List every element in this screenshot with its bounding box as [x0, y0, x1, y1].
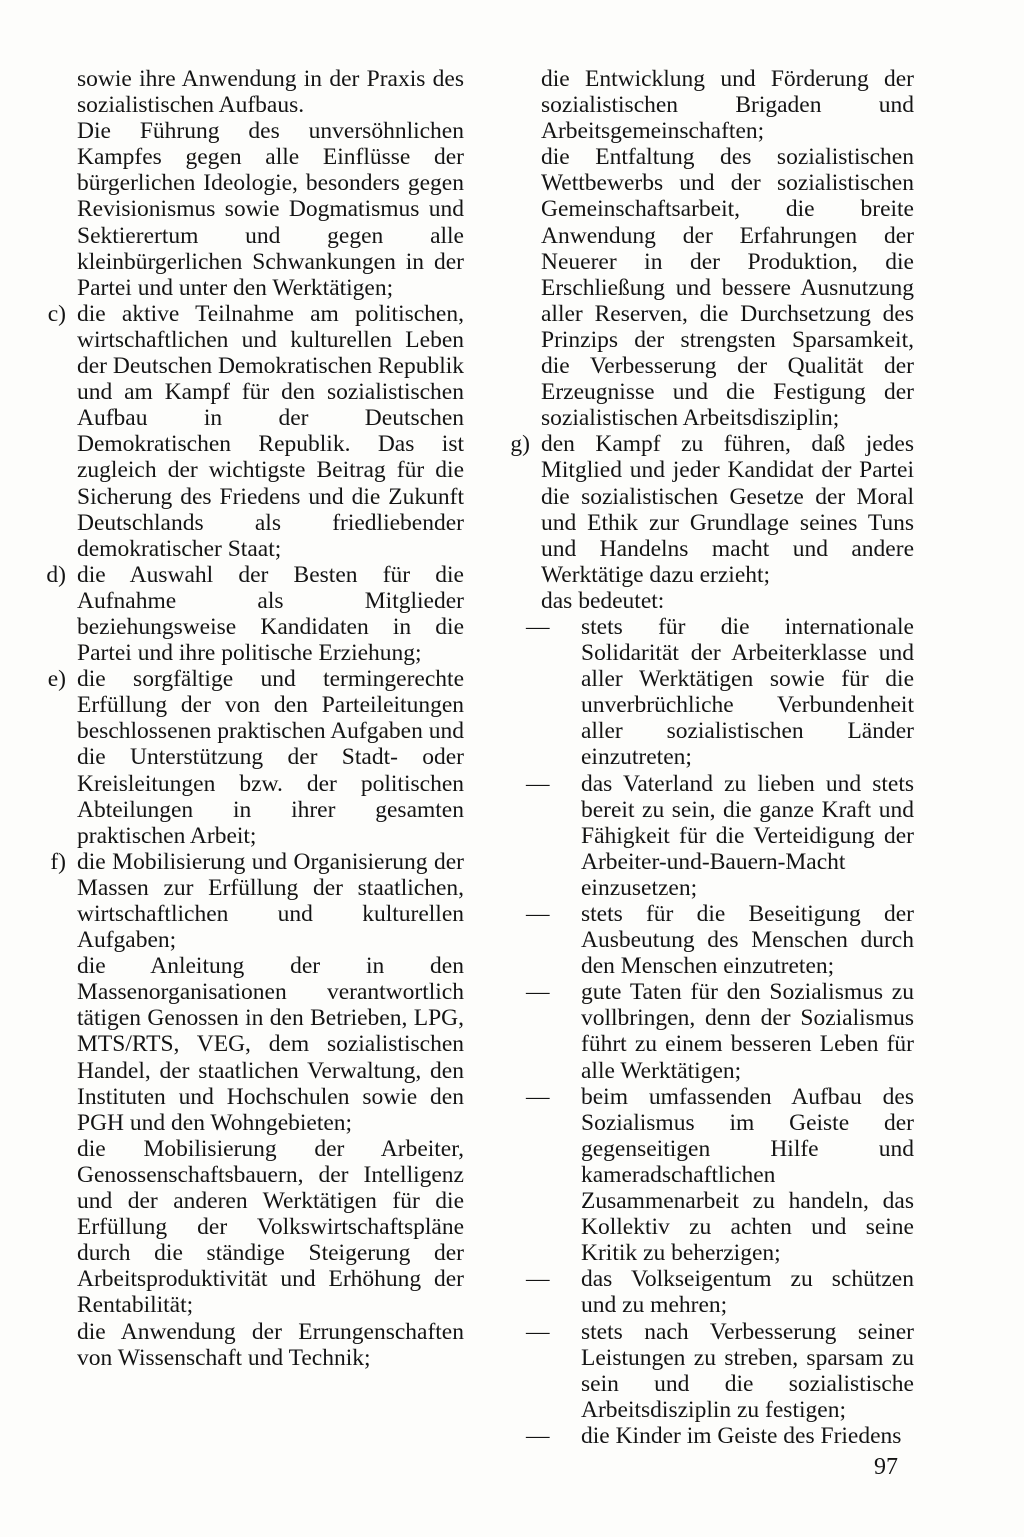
- intro-paragraph: Die Führung des unversöhnlichen Kampfes gegen alle Einflüsse der bürgerlichen Ideologie, besonders gegen Revisionismus sowie Dogmatismus und Sektierertum und gegen alle kleinbürgerlichen Schwankungen in der Partei und unter den Werktätigen;: [77, 118, 464, 301]
- dash-marker: —: [526, 1266, 550, 1293]
- item-paragraph: das bedeutet:: [541, 587, 665, 614]
- dash-marker: —: [526, 1083, 550, 1110]
- item-paragraph: die Auswahl der Besten für die Aufnahme als Mitglieder beziehungsweise Kandidaten in die Partei und ihre politische Erziehung;: [77, 561, 464, 667]
- dash-item-text: das Volkseigentum zu schützen und zu mehren;: [581, 1266, 914, 1319]
- item-paragraph: die Anleitung der in den Massenorganisationen verantwortlich tätigen Genossen in den Betrieben, LPG, MTS/RTS, VEG, dem sozialistischen Handel, der staatlichen Verwaltung, den Instituten und Hochschulen sowie den PGH und den Wohngebieten;: [77, 953, 464, 1136]
- item-paragraph: den Kampf zu führen, daß jedes Mitglied und jeder Kandidat der Partei die sozialistischen Gesetze der Moral und Ethik zur Grundlage seines Tuns und Handelns macht und andere Werktätige dazu erzieht;: [541, 431, 914, 588]
- dash-item: [526, 614, 914, 771]
- dash-item: [526, 1266, 914, 1318]
- continuation-paragraph: die Entfaltung des sozialistischen Wettbewerbs und der sozialistischen Gemeinschaftsarbeit, die breite Anwendung der Erfahrungen der Neuerer in der Produktion, die Erschließung und bessere Ausnutzung aller Reserven, die Durchsetzung des Prinzips der strengsten Sparsamkeit, die Verbesserung der Qualität der Erzeugnisse und die Festigung der sozialistischen Arbeitsdisziplin;: [541, 144, 914, 432]
- dash-item: [526, 1423, 914, 1449]
- page-number: 97: [874, 1454, 898, 1480]
- dash-item: [526, 979, 914, 1083]
- dash-item: [526, 1084, 914, 1267]
- dash-item: [526, 901, 914, 979]
- item-paragraph: die sorgfältige und termingerechte Erfüllung der von den Parteileitungen beschlossenen praktischen Aufgaben und die Unterstützung der Stadt- oder Kreisleitungen bzw. der politischen Abteilungen in ihrer gesamten praktischen Arbeit;: [77, 666, 464, 849]
- item-paragraph: die Mobilisierung und Organisierung der Massen zur Erfüllung der staatlichen, wirtschaftlichen und kulturellen Aufgaben;: [77, 848, 464, 954]
- item-label: f): [50, 848, 66, 875]
- item-label: d): [46, 561, 66, 588]
- dash-item-text: das Vaterland zu lieben und stets bereit zu sein, die ganze Kraft und Fähigkeit für die Verteidigung der Arbeiter-und-Bauern-Macht einzusetzen;: [581, 770, 914, 901]
- dash-item: [526, 1319, 914, 1423]
- item-label: e): [47, 666, 66, 693]
- dash-item-text: stets für die internationale Solidarität der Arbeiterklasse und aller Werktätigen sowie für die unverbrüchliche Verbundenheit aller sozialistischen Länder einzutreten;: [581, 613, 914, 771]
- item-paragraph: die aktive Teilnahme am politischen, wirtschaftlichen und kulturellen Leben der Deutschen Demokratischen Republik und am Kampf für den sozialistischen Aufbau in der Deutschen Demokratischen Republik. Das ist zugleich der wichtigste Beitrag für die Sicherung des Friedens und die Zukunft Deutschlands als friedliebender demokratischer Staat;: [77, 300, 464, 562]
- right-column: [496, 66, 914, 1449]
- dash-marker: —: [526, 1422, 550, 1449]
- dash-marker: —: [526, 613, 550, 640]
- list-item-e: [32, 666, 464, 849]
- list-item-g: [496, 431, 914, 614]
- dash-item-text: stets nach Verbesserung seiner Leistungen zu streben, sparsam zu sein und die sozialistische Arbeitsdisziplin zu festigen;: [581, 1318, 914, 1423]
- dash-marker: —: [526, 770, 550, 797]
- dash-item: [526, 771, 914, 901]
- intro-paragraph: sowie ihre Anwendung in der Praxis des sozialistischen Aufbaus.: [77, 66, 464, 119]
- left-column: [32, 66, 464, 1371]
- item-paragraph: die Mobilisierung der Arbeiter, Genossenschaftsbauern, der Intelligenz und der anderen Werktätigen für die Erfüllung der Volkswirtschaftspläne durch die ständige Steigerung der Arbeitsproduktivität und Erhöhung der Rentabilität;: [77, 1135, 464, 1319]
- dash-item-text: die Kinder im Geiste des Friedens: [581, 1422, 902, 1449]
- continuation-paragraph: die Entwicklung und Förderung der sozialistischen Brigaden und Arbeitsgemeinschaften;: [541, 66, 914, 145]
- dash-item-text: gute Taten für den Sozialismus zu vollbringen, denn der Sozialismus führt zu einem besseren Leben für alle Werktätigen;: [581, 979, 914, 1084]
- item-label: c): [47, 300, 66, 327]
- dash-item-text: stets für die Beseitigung der Ausbeutung des Menschen durch den Menschen einzutreten;: [581, 901, 914, 980]
- item-paragraph: die Anwendung der Errungenschaften von Wissenschaft und Technik;: [77, 1318, 464, 1371]
- item-label: g): [510, 431, 530, 458]
- dash-item-text: beim umfassenden Aufbau des Sozialismus im Geiste der gegenseitigen Hilfe und kameradschaftlichen Zusammenarbeit zu handeln, das Kollektiv zu achten und seine Kritik zu beherzigen;: [581, 1083, 914, 1267]
- list-item-d: [32, 562, 464, 666]
- dash-marker: —: [526, 1318, 550, 1345]
- list-item-c: [32, 301, 464, 562]
- list-item-f: [32, 849, 464, 1371]
- dash-marker: —: [526, 979, 550, 1006]
- dash-marker: —: [526, 901, 550, 927]
